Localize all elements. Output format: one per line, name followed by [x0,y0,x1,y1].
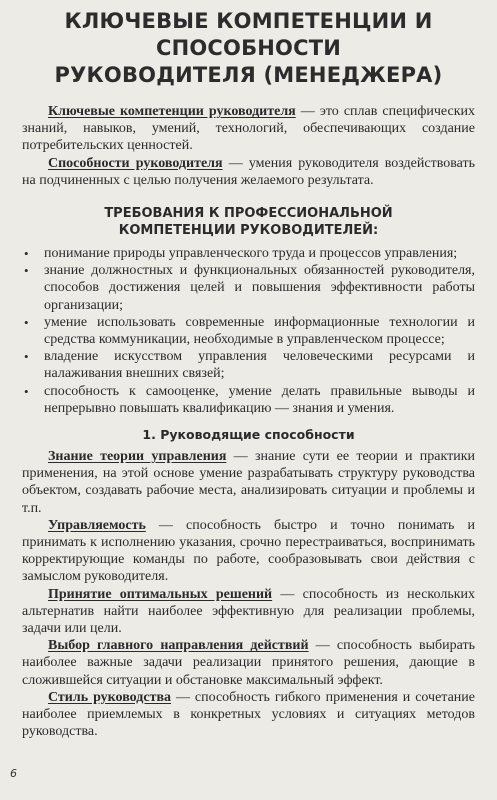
bullet-icon: • [24,246,29,262]
ability-text: — знание сути ее теории и практики применения, на этой основе умение разрабатывать структуру руководства объектом, создавать рабочие места, анализировать ситуации и проблемы и т.п. [22,449,475,516]
list-item-text: знание должностных и функциональных обязанностей руководителя, способов достижения целей и повышения эффективности работы организации; [44,263,475,313]
bullet-icon: • [24,263,29,279]
ability-text: — способность быстро и точно понимать и принимать к исполнению указания, срочно перестраиваться, воспринимать корректирующие команды по работе, сообразовывать свои действия с замыслом руководителя. [22,517,475,585]
ability-paragraph [22,689,475,741]
definition-key-competencies [22,103,475,155]
list-item [22,245,475,262]
definition-term: Способности руководителя [48,155,223,171]
ability-text: — способность гибкого применения и сочетание наиболее приемлемых в конкретных условиях и ситуациях методов руководства. [22,689,475,740]
ability-term: Знание теории управления [48,449,227,465]
ability-paragraph [22,517,475,586]
ability-paragraph [22,637,475,689]
ability-term: Выбор главного направления действий [48,638,309,654]
list-item [22,262,475,314]
list-item-text: понимание природы управленческого труда и процессов управления; [44,246,458,262]
title-line-2: РУКОВОДИТЕЛЯ (МЕНЕДЖЕРА) [54,63,443,87]
section-heading: 1. Руководящие способности [142,427,355,443]
requirements-heading [22,205,475,239]
bullet-icon: • [24,383,29,399]
definition-text: — это сплав специфических знаний, навыков, умений, технологий, обеспечивающих создание потребительских ценностей. [22,104,475,154]
definition-abilities [22,155,475,189]
section-abilities [22,448,475,740]
definitions-block [22,103,475,189]
ability-text: — способность из нескольких альтернатив найти наиболее эффективную для реализации проблемы, задачи или цели. [22,586,476,637]
list-item-text: владение искусством управления человеческими ресурсами и налаживания внешних связей; [44,349,475,382]
list-item-text: умение использовать современные информационные технологии и средства коммуникации, необходимые в управленческом процессе; [44,314,475,348]
bullet-icon: • [24,349,29,365]
list-item [22,314,475,348]
list-item [22,348,475,382]
bullet-icon: • [24,314,29,330]
page-number: 6 [10,767,17,780]
ability-term: Принятие оптимальных решений [48,586,273,602]
title-line-1: КЛЮЧЕВЫЕ КОМПЕТЕНЦИИ И СПОСОБНОСТИ [64,9,433,60]
requirements-heading-line-1: ТРЕБОВАНИЯ К ПРОФЕССИОНАЛЬНОЙ [104,206,393,222]
ability-term: Управляемость [48,517,146,533]
page-title [22,8,475,89]
definition-term: Ключевые компетенции руководителя [48,104,296,119]
requirements-heading-line-2: КОМПЕТЕНЦИИ РУКОВОДИТЕЛЕЙ: [118,223,379,239]
ability-term: Стиль руководства [48,689,172,705]
ability-paragraph [22,448,475,517]
list-item-text: способность к самооценке, умение делать правильные выводы и непрерывно повышать квалификацию — знания и умения. [44,383,475,416]
ability-text: — способность выбирать наиболее важные задачи реализации принятого решения, дающие в сложившейся ситуации и обстановке максимальный эффект. [22,638,475,688]
list-item [22,383,475,417]
requirements-list [22,245,475,417]
ability-paragraph [22,586,475,638]
definition-text: — умения руководителя воздействовать на подчиненных с целью получения желаемого результата. [22,155,475,188]
